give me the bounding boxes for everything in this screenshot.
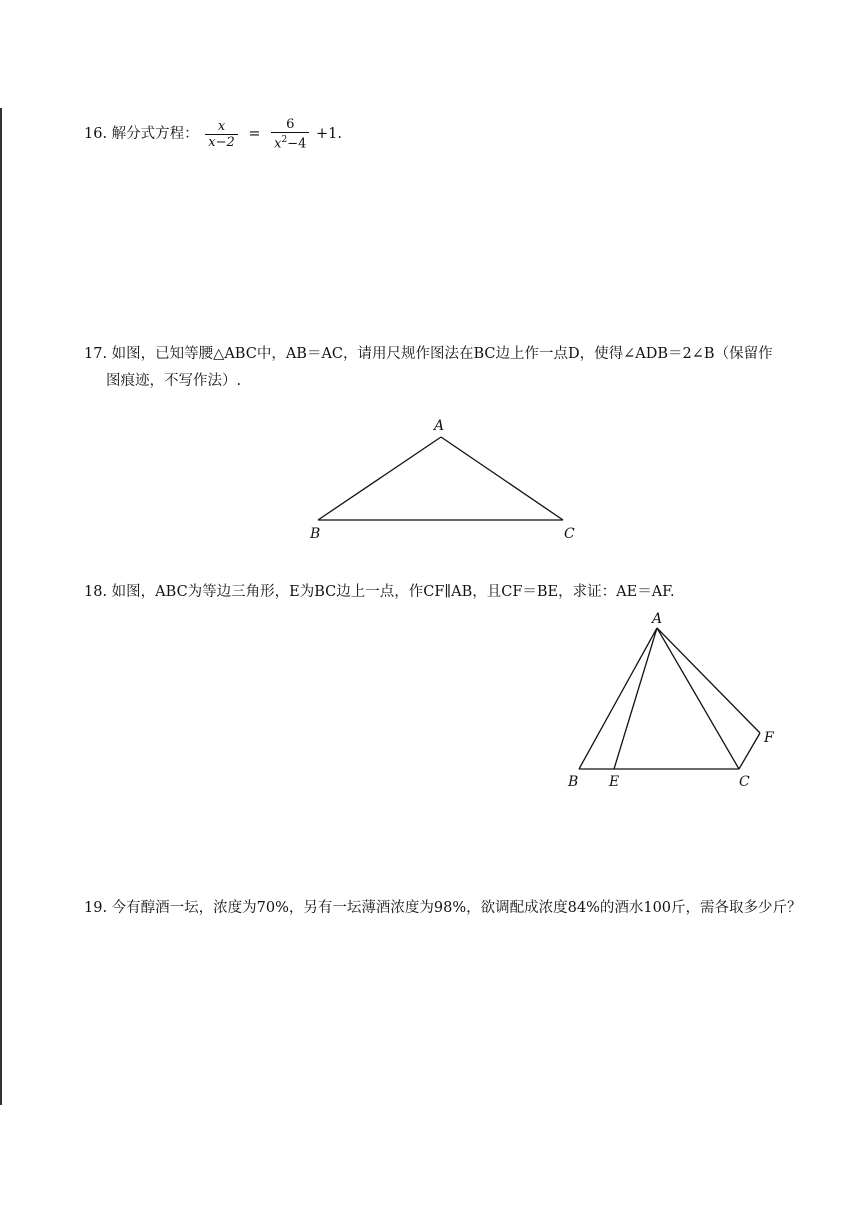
denominator-tail: −4	[287, 136, 307, 152]
fraction-lhs	[205, 119, 238, 150]
question-18	[84, 581, 675, 603]
vertex-label-c: C	[739, 774, 750, 790]
vertex-label-b: B	[568, 774, 579, 790]
segment-af	[657, 628, 760, 733]
denominator-base: x	[274, 136, 282, 152]
equation-tail: +1.	[316, 126, 342, 143]
vertex-label-b: B	[310, 526, 321, 542]
question-17-continued	[106, 370, 241, 392]
side-ab	[318, 437, 441, 520]
fraction-rhs	[271, 117, 309, 151]
fraction-denominator: x−2	[208, 134, 235, 150]
side-ac	[657, 628, 739, 769]
question-text-line1: 如图，已知等腰△ABC中，AB＝AC，请用尺规作图法在BC边上作一点D，使得∠ADB＝2∠B（保留作	[111, 346, 773, 362]
point-label-f: F	[764, 730, 774, 746]
question-number: 19.	[84, 900, 108, 916]
vertex-label-a: A	[652, 611, 663, 627]
question-19	[84, 897, 802, 919]
side-ab	[579, 628, 657, 769]
question-text-line2: 图痕迹，不写作法）.	[106, 373, 242, 389]
fraction-denominator	[271, 133, 309, 151]
question-text: 如图，ABC为等边三角形，E为BC边上一点，作CF∥AB，且CF＝BE，求证：AE＝AF.	[111, 584, 675, 600]
vertex-label-a: A	[434, 418, 445, 434]
question-17	[84, 343, 773, 365]
denominator-exponent: 2	[281, 135, 288, 145]
fraction-numerator: 6	[271, 117, 309, 133]
equals-sign: =	[248, 126, 261, 143]
question-text: 今有醇酒一坛，浓度为70%，另有一坛薄酒浓度为98%，欲调配成浓度84%的酒水100斤，需各取多少斤？	[111, 900, 802, 916]
point-label-e: E	[609, 774, 620, 790]
side-ac	[441, 437, 563, 520]
vertex-label-c: C	[564, 526, 575, 542]
question-number: 17.	[84, 346, 108, 362]
page-margin-line	[0, 108, 2, 1105]
question-16	[84, 117, 342, 151]
question-prefix: 解分式方程：	[111, 126, 199, 143]
question-number: 18.	[84, 584, 108, 600]
question-number: 16.	[84, 126, 108, 143]
segment-cf	[739, 733, 760, 769]
segment-ae	[614, 628, 657, 769]
fraction-numerator: x	[205, 119, 238, 135]
